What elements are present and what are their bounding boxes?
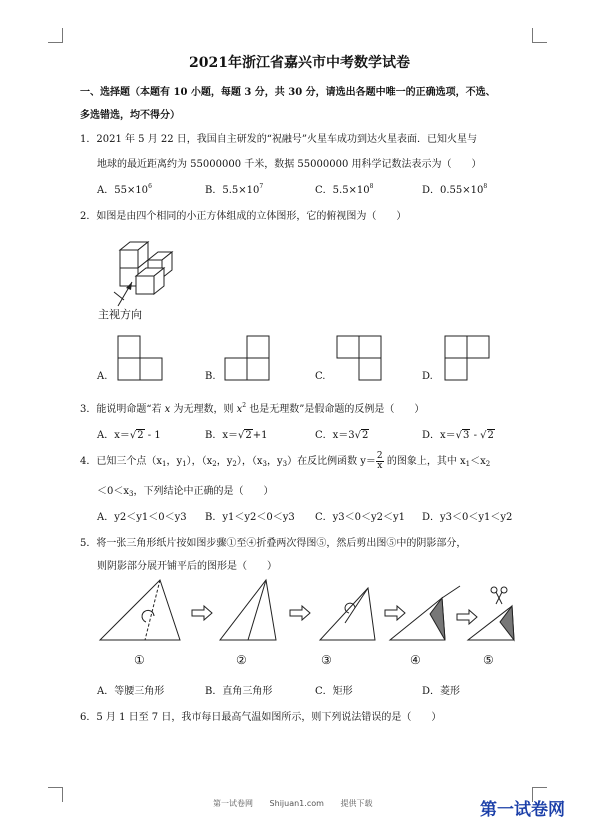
q1-stem-line2: 地球的最近距离约为 55000000 千米，数据 55000000 用科学记数法表示为（ ） [97, 159, 482, 170]
corner-mark-top-left [48, 28, 63, 43]
q1-option-d[interactable]: D．$0.55\times 10^8$ [422, 183, 488, 196]
q2-option-b[interactable]: B. [205, 371, 216, 382]
q2-solid-figure [110, 236, 190, 316]
q2-option-a[interactable]: A. [97, 371, 108, 382]
q6-stem: 6．5 月 1 日至 7 日，我市每日最高气温如图所示，则下列说法错误的是（ ） [80, 712, 442, 723]
q4-stem-line2: $<0<x_3$，下列结论中正确的是（ ） [97, 486, 274, 498]
q4-stem-line1: 4．已知三个点（$x_1$，$y_1$），（$x_2$，$y_2$），（$x_3$，$y_3$）在反比例函数 y＝ $\frac{2}{x}$ 的图象上，其中 $x_1<x_2$ [80, 451, 491, 471]
q5-option-d[interactable]: D．菱形 [422, 686, 461, 697]
q2-option-c[interactable]: C. [315, 371, 326, 382]
q5-step-1-label: ① [134, 653, 145, 667]
q1-stem-line1: 1．2021 年 5 月 22 日，我国自主研发的“祝融号”火星车成功到达火星表面．已知火星与 [80, 134, 478, 145]
q4-option-a[interactable]: A．y2＜y1＜0＜y3 [97, 512, 187, 523]
q5-option-c[interactable]: C．矩形 [315, 686, 353, 697]
section-heading-line1: 一、选择题（本题有 10 小题，每题 3 分，共 30 分，请选出各题中唯一的正确选项，不选、 [80, 87, 496, 98]
q5-stem-line2: 则阴影部分展开铺平后的图形是（ ） [97, 561, 277, 572]
q3-option-a[interactable]: A．x＝√2 - 1 [97, 430, 161, 441]
page-footer [213, 798, 386, 809]
footer-download: 提供下载 [340, 799, 373, 808]
q4-option-c[interactable]: C．y3＜0＜y2＜y1 [315, 512, 406, 523]
brand-watermark: 第一试卷网 [480, 800, 565, 820]
q2-stem: 2．如图是由四个相同的小正方体组成的立体图形，它的俯视图为（ ） [80, 211, 407, 222]
q4-fraction: $\frac{2}{x}$ [376, 451, 383, 471]
q3-option-b[interactable]: B．x＝√2+1 [205, 430, 268, 441]
q3-stem: 3．能说明命题“若 x 为无理数，则 $x^2$ 也是无理数”是假命题的反例是（ ） [80, 402, 425, 415]
q3-option-c[interactable]: C．x＝3√2 [315, 430, 369, 441]
section-heading-line2: 多选错选，均不得分） [80, 110, 180, 121]
q5-folding-steps-figure [100, 578, 520, 668]
corner-mark-bottom-left [48, 787, 63, 802]
q5-stem-line1: 5．将一张三角形纸片按如图步骤①至④折叠两次得图⑤，然后剪出图⑤中的阴影部分， [80, 538, 467, 549]
q5-step-5-label: ⑤ [483, 653, 494, 667]
q2-option-d[interactable]: D. [422, 371, 433, 382]
q4-option-b[interactable]: B．y1＜y2＜0＜y3 [205, 512, 295, 523]
q5-step-2-label: ② [236, 653, 247, 667]
q2-view-direction-label: 主视方向 [98, 308, 142, 321]
q5-step-3-label: ③ [321, 653, 332, 667]
q2-option-b-figure [224, 335, 270, 381]
exam-title: 2021年浙江省嘉兴市中考数学试卷 [189, 55, 410, 71]
q5-option-b[interactable]: B．直角三角形 [205, 686, 273, 697]
footer-site: 第一试卷网 [213, 799, 253, 808]
q1-option-b[interactable]: B．$5.5\times 10^7$ [205, 183, 264, 196]
footer-domain[interactable]: Shijuan1.com [269, 799, 324, 808]
q2-option-a-figure [117, 335, 163, 381]
corner-mark-top-right [532, 28, 547, 43]
q1-option-c[interactable]: C．$5.5\times 10^8$ [315, 183, 374, 196]
q5-option-a[interactable]: A．等腰三角形 [97, 686, 165, 697]
q3-option-d[interactable]: D．x＝√3 - √2 [422, 430, 494, 441]
q1-option-a[interactable]: A．$55\times 10^6$ [97, 183, 152, 196]
q2-option-d-figure [444, 335, 490, 381]
q4-option-d[interactable]: D．y3＜0＜y1＜y2 [422, 512, 513, 523]
q5-step-4-label: ④ [410, 653, 421, 667]
q2-option-c-figure [336, 335, 382, 381]
